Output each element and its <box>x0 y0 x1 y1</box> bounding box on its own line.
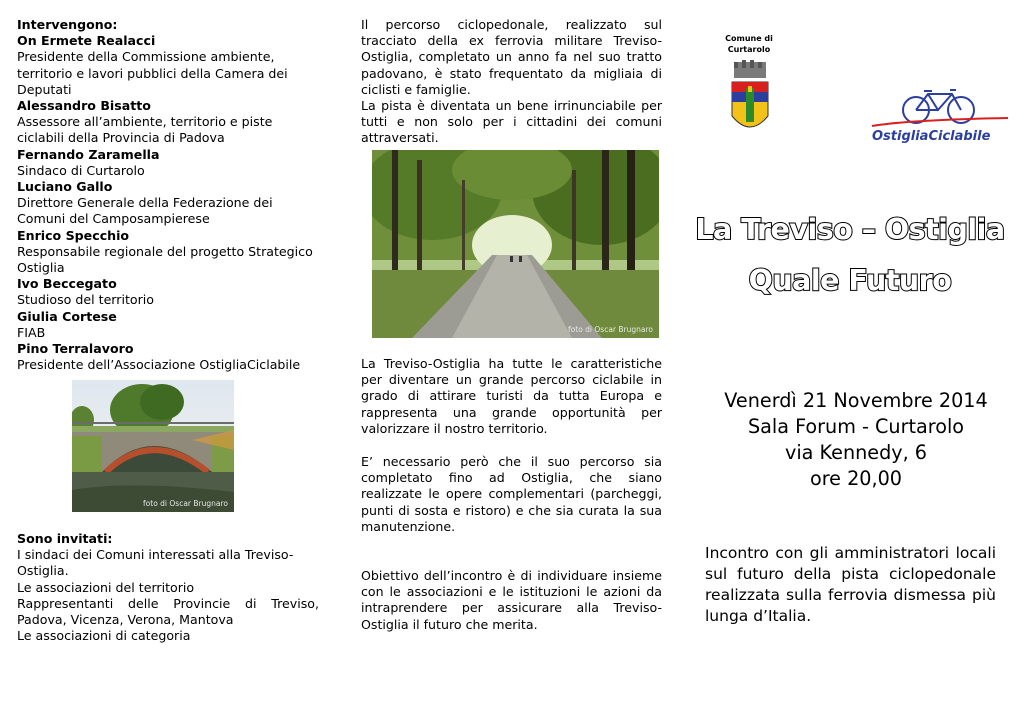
speaker-entry <box>17 228 319 277</box>
paragraph: La Treviso-Ostiglia ha tutte le caratteristiche per diventare un grande percorso ciclabile in grado di attirare turisti da tutta Europa e rappresenta una grande opportunità per valorizzare il nostro territorio. <box>361 356 662 436</box>
speaker-role: Assessore all’ambiente, territorio e piste ciclabili della Provincia di Padova <box>17 114 273 146</box>
speaker-entry <box>17 276 319 308</box>
invitati-line: I sindaci dei Comuni interessati alla Treviso-Ostiglia. <box>17 547 294 579</box>
body-paragraphs <box>361 454 662 535</box>
speaker-role: Presidente dell’Associazione OstigliaCiclabile <box>17 357 301 373</box>
ostigliaciclabile-logo <box>866 88 1011 146</box>
body-paragraphs <box>361 568 662 633</box>
speaker-name: Luciano Gallo <box>17 179 113 195</box>
municipality-label <box>710 33 788 55</box>
event-address: via Kennedy, 6 <box>784 441 928 464</box>
speaker-entry <box>17 179 319 228</box>
speaker-role: Sindaco di Curtarolo <box>17 162 145 178</box>
invitati-line: Le associazioni del territorio <box>17 579 195 595</box>
speaker-role: Presidente della Commissione ambiente, territorio e lavori pubblici della Camera dei Deputati <box>17 49 288 97</box>
speaker-role: Direttore Generale della Federazione dei Comuni del Camposampierese <box>17 195 273 227</box>
event-venue: Sala Forum - Curtarolo <box>747 415 965 438</box>
speaker-name: Pino Terralavoro <box>17 341 134 357</box>
speaker-entry <box>17 147 319 179</box>
event-date: Venerdì 21 Novembre 2014 <box>724 389 988 412</box>
speaker-name: Fernando Zaramella <box>17 146 160 162</box>
speaker-role: FIAB <box>17 324 46 340</box>
title-line-1: La Treviso – Ostiglia <box>695 213 1005 246</box>
speaker-role: Responsabile regionale del progetto Strategico Ostiglia <box>17 243 313 276</box>
speaker-role: Studioso del territorio <box>17 292 154 308</box>
invitati-line: Le associazioni di categoria <box>17 628 191 644</box>
bicycle-icon <box>903 90 974 123</box>
event-details <box>690 388 1022 492</box>
body-paragraphs <box>361 356 662 437</box>
speaker-entry <box>17 33 319 98</box>
invitati-heading: Sono invitati: <box>17 531 113 546</box>
speaker-name: Enrico Specchio <box>17 227 130 243</box>
cycle-path-photo <box>372 150 659 338</box>
paragraph: E’ necessario però che il suo percorso sia completato fino ad Ostiglia, che siano realizzate le opere complementari (parcheggi, punti di sosta e ristoro) e che sia curata la sua manutenzione. <box>361 454 662 534</box>
photo-caption: foto di Oscar Brugnaro <box>568 325 653 334</box>
speaker-entry <box>17 98 319 147</box>
invitati-section <box>17 531 319 644</box>
photo-caption: foto di Oscar Brugnaro <box>143 499 228 508</box>
logo-text: OstigliaCiclabile <box>872 129 991 144</box>
coat-of-arms-icon <box>728 60 772 140</box>
comune-line: Comune di <box>725 34 773 43</box>
event-time: ore 20,00 <box>809 467 903 490</box>
bridge-photo <box>72 380 234 512</box>
paragraph: La pista è diventata un bene irrinunciabile per tutti e non solo per i cittadini dei comuni attraversati. <box>361 98 662 146</box>
intervengono-heading: Intervengono: <box>17 17 118 32</box>
paragraph: Il percorso ciclopedonale, realizzato sul tracciato della ex ferrovia militare Treviso-Ostiglia, completato un anno fa nel suo tratto padovano, è stato frequentato da migliaia di ciclisti e famiglie. <box>361 17 662 97</box>
title-line-2: Quale Futuro <box>748 264 952 297</box>
speaker-name: Giulia Cortese <box>17 308 117 324</box>
intro-paragraphs <box>361 17 662 147</box>
speakers-list <box>17 17 319 373</box>
invitati-line: Rappresentanti delle Provincie di Treviso, Padova, Vicenza, Verona, Mantova <box>17 595 319 628</box>
speaker-name: Alessandro Bisatto <box>17 98 151 114</box>
speaker-name: Ivo Beccegato <box>17 276 117 292</box>
comune-line: Curtarolo <box>727 45 771 54</box>
speaker-entry <box>17 309 319 341</box>
paragraph: Obiettivo dell’incontro è di individuare insieme con le associazioni e le istituzioni le azioni da intraprendere per assicurare alla Treviso-Ostiglia il futuro che merita. <box>361 568 662 632</box>
event-intro: Incontro con gli amministratori locali sul futuro della pista ciclopedonale realizzata sulla ferrovia dismessa più lunga d’Italia. <box>705 544 996 625</box>
speaker-name: On Ermete Realacci <box>17 33 156 49</box>
speaker-entry <box>17 341 319 373</box>
